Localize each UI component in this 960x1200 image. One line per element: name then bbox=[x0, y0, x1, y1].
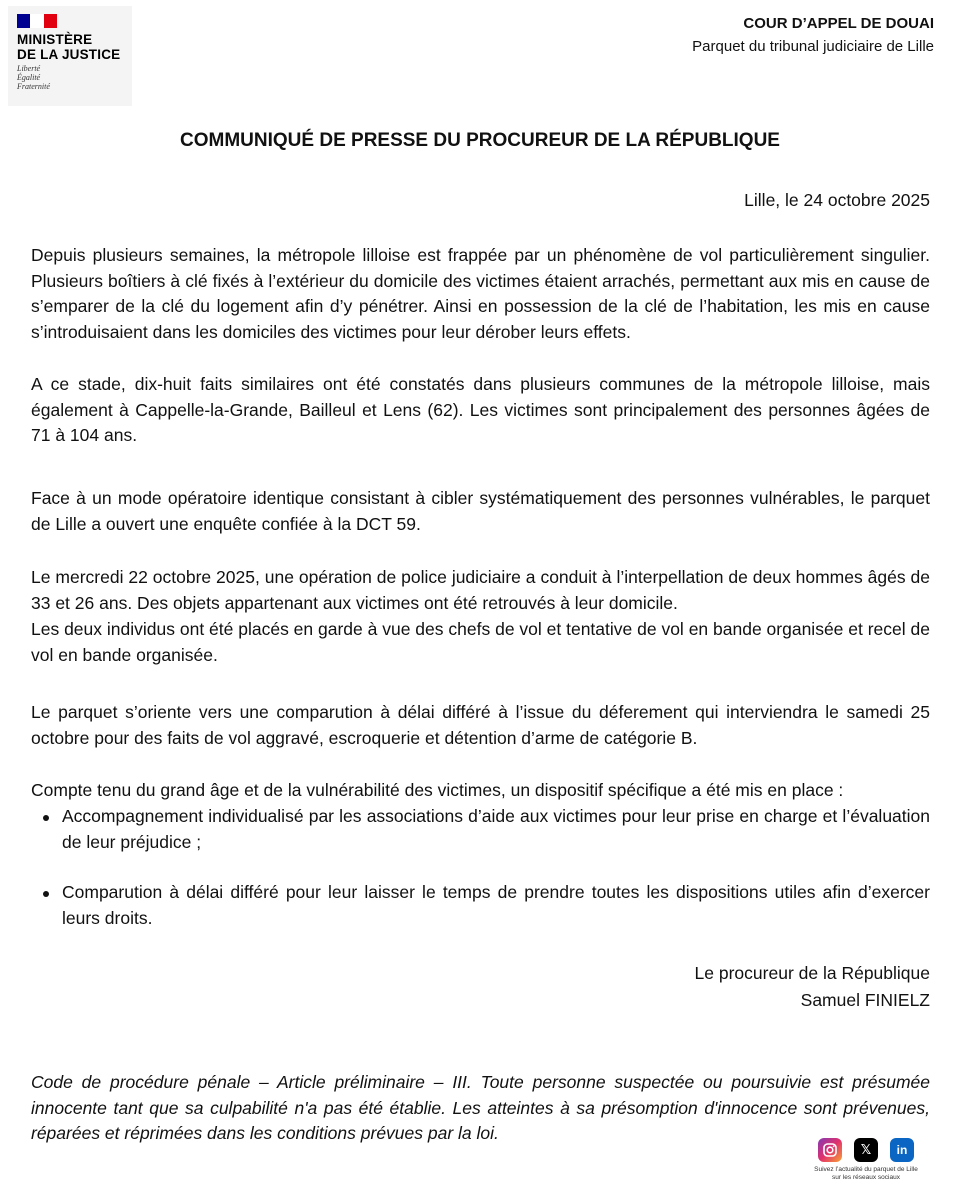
motto-line3: Fraternité bbox=[17, 82, 50, 91]
issuer-header bbox=[692, 12, 934, 58]
social-caption bbox=[810, 1166, 922, 1182]
signature-block bbox=[695, 960, 930, 1014]
paragraph-4a: Le mercredi 22 octobre 2025, une opération de police judiciaire a conduit à l’interpellation de deux hommes âgés de 33 et 26 ans. Des objets appartenant aux victimes ont été retrouvés à leur domicile. bbox=[31, 567, 930, 613]
republic-motto bbox=[17, 64, 50, 91]
legal-notice: Code de procédure pénale – Article préliminaire – III. Toute personne suspectée ou poursuivie est présumée innocente tant que sa culpabilité n'a pas été établie. Les atteintes à sa présomption d'innocence sont prévenues, réparées et réprimées dans les conditions prévues par la loi. bbox=[31, 1072, 930, 1143]
parquet-name: Parquet du tribunal judiciaire de Lille bbox=[692, 38, 934, 55]
paragraph-2: A ce stade, dix-huit faits similaires ont été constatés dans plusieurs communes de la métropole lilloise, mais également à Cappelle-la-Grande, Bailleul et Lens (62). Les victimes sont principalement des personnes âgées de 71 à 104 ans. bbox=[31, 374, 930, 445]
date-line: Lille, le 24 octobre 2025 bbox=[744, 190, 930, 210]
signatory-name: Samuel FINIELZ bbox=[800, 990, 930, 1010]
list-item-text: Comparution à délai différé pour leur laisser le temps de prendre toutes les dispositions utiles afin d’exercer leurs droits. bbox=[62, 882, 930, 928]
paragraph-4b: Les deux individus ont été placés en garde à vue des chefs de vol et tentative de vol en bande organisée et recel de vol en bande organisée. bbox=[31, 619, 930, 665]
paragraph-3: Face à un mode opératoire identique consistant à cibler systématiquement des personnes vulnérables, le parquet de Lille a ouvert une enquête confiée à la DCT 59. bbox=[31, 488, 930, 534]
social-links bbox=[810, 1138, 922, 1182]
list-item bbox=[31, 804, 930, 855]
ministry-name-line1: MINISTÈRE bbox=[17, 32, 93, 47]
motto-line2: Égalité bbox=[17, 73, 41, 82]
court-name: COUR D’APPEL DE DOUAI bbox=[743, 15, 934, 32]
bullet-icon bbox=[43, 891, 49, 897]
linkedin-icon[interactable]: in bbox=[890, 1138, 914, 1162]
list-item-text: Accompagnement individualisé par les associations d’aide aux victimes pour leur prise en charge et l’évaluation de leur préjudice ; bbox=[62, 806, 930, 852]
paragraph-5: Le parquet s’oriente vers une comparution à délai différé à l’issue du déferement qui interviendra le samedi 25 octobre pour des faits de vol aggravé, escroquerie et détention d’arme de catégorie B. bbox=[31, 702, 930, 748]
ministry-name-line2: DE LA JUSTICE bbox=[17, 47, 121, 62]
ministry-name bbox=[17, 32, 120, 62]
paragraph-6: Compte tenu du grand âge et de la vulnérabilité des victimes, un dispositif spécifique a été mis en place : bbox=[31, 780, 844, 800]
signatory-role: Le procureur de la République bbox=[694, 963, 930, 983]
document-title: COMMUNIQUÉ DE PRESSE DU PROCUREUR DE LA RÉPUBLIQUE bbox=[180, 130, 780, 151]
french-flag-icon bbox=[17, 14, 57, 28]
flag-red bbox=[44, 14, 57, 28]
paragraph-1: Depuis plusieurs semaines, la métropole lilloise est frappée par un phénomène de vol particulièrement singulier. Plusieurs boîtiers à clé fixés à l’extérieur du domicile des victimes étaient arrachés, permettant aux mis en cause de s’emparer de la clé du logement afin d’y pénétrer. Ainsi en possession de la clé de l’habitation, les mis en cause s’introduisaient dans les domiciles des victimes pour leur dérober leurs effets. bbox=[31, 245, 930, 342]
social-caption-line1: Suivez l’actualité du parquet de Lille bbox=[814, 1166, 918, 1173]
x-icon[interactable]: 𝕏 bbox=[854, 1138, 878, 1162]
motto-line1: Liberté bbox=[17, 64, 41, 73]
flag-white bbox=[30, 14, 43, 28]
flag-blue bbox=[17, 14, 30, 28]
bullet-icon bbox=[43, 815, 49, 821]
measures-list bbox=[31, 804, 930, 931]
list-item bbox=[31, 880, 930, 931]
instagram-icon[interactable] bbox=[818, 1138, 842, 1162]
social-caption-line2: sur les réseaux sociaux bbox=[832, 1174, 900, 1181]
